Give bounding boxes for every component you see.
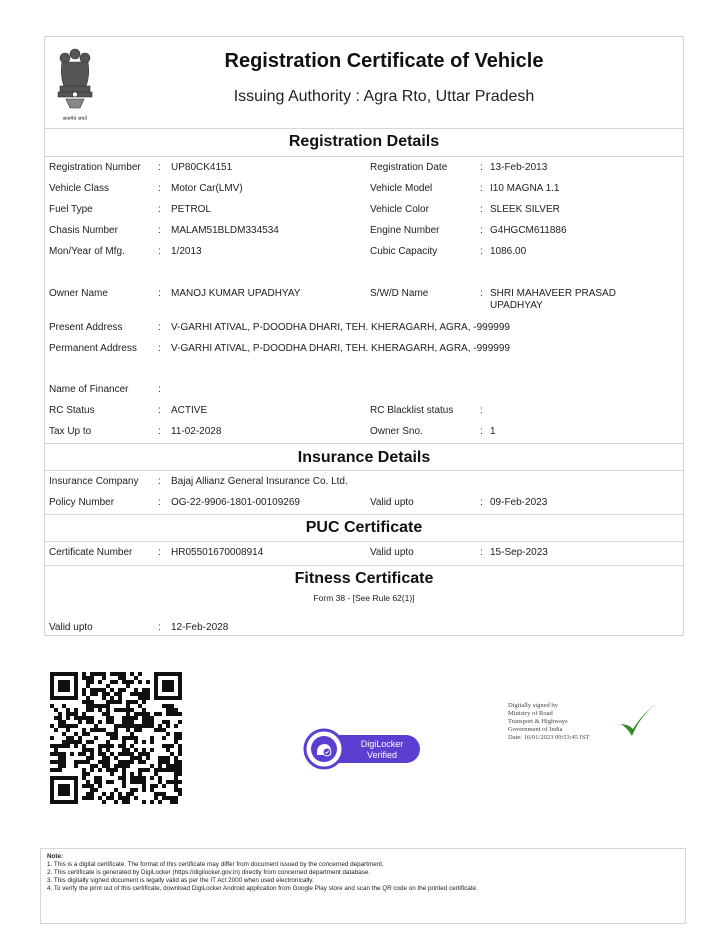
digilocker-label: DigiLocker (360, 739, 404, 749)
field-label: Policy Number (49, 497, 115, 508)
note-item: 3. This digitally signed document is legally valid as per the IT Act 2000 when used electronically. (47, 877, 314, 884)
rc-status: ACTIVE (171, 405, 208, 416)
colon: : (480, 225, 483, 236)
colon: : (158, 426, 161, 437)
colon: : (158, 225, 161, 236)
note-item: 1. This is a digital certificate. The format of this certificate may differ from document issued by the concerned department. (47, 861, 384, 868)
qr-code-icon (50, 672, 182, 804)
field-label: Registration Number (49, 162, 141, 173)
vehicle-class: Motor Car(LMV) (171, 183, 243, 194)
verified-label: Verified (366, 750, 398, 760)
field-label: RC Status (49, 405, 95, 416)
fitness-section-title: Fitness Certificate (294, 570, 434, 587)
divider (44, 443, 684, 444)
colon: : (158, 405, 161, 416)
colon: : (158, 204, 161, 215)
field-label: Insurance Company (49, 476, 139, 487)
field-label: Permanent Address (49, 343, 137, 354)
field-label: Mon/Year of Mfg. (49, 246, 125, 257)
field-label: Present Address (49, 322, 123, 333)
colon: : (158, 183, 161, 194)
field-label: Owner Name (49, 288, 108, 299)
colon: : (158, 246, 161, 257)
policy-number: OG-22-9906-1801-00109269 (171, 497, 300, 508)
colon: : (158, 162, 161, 173)
colon: : (158, 343, 161, 354)
field-label: Name of Financer (49, 384, 129, 395)
colon: : (480, 246, 483, 257)
owner-name: MANOJ KUMAR UPADHYAY (171, 288, 301, 299)
manufacture-date: 1/2013 (171, 246, 202, 257)
digilocker-verified-badge (302, 725, 420, 771)
present-address: V-GARHI ATIVAL, P-DOODHA DHARI, TEH. KHERAGARH, AGRA, -999999 (171, 322, 510, 333)
field-label: Cubic Capacity (370, 246, 438, 257)
tax-upto: 11-02-2028 (171, 426, 222, 437)
swd-name: SHRI MAHAVEER PRASAD (490, 288, 616, 299)
field-label: Valid upto (49, 622, 93, 633)
colon: : (480, 426, 483, 437)
divider (44, 470, 684, 471)
fitness-form-reference: Form 38 - [See Rule 62(1)] (313, 593, 415, 603)
insurance-section-title: Insurance Details (297, 449, 431, 466)
divider (44, 514, 684, 515)
colon: : (480, 204, 483, 215)
signature-date: Date: 16/01/2023 09:53:45 IST (508, 734, 590, 741)
insurance-company: Bajaj Allianz General Insurance Co. Ltd. (171, 476, 348, 487)
vehicle-color: SLEEK SILVER (490, 204, 560, 215)
fuel-type: PETROL (171, 204, 212, 215)
signature-valid-check-icon (616, 698, 660, 742)
colon: : (480, 288, 483, 299)
owner-serial-number: 1 (490, 426, 496, 437)
note-item: 4. To verify the print out of this certificate, download DigiLocker Android application from Google Play store and scan the QR code on the printed certificate. (47, 885, 478, 892)
colon: : (480, 162, 483, 173)
colon: : (158, 547, 161, 558)
colon: : (158, 497, 161, 508)
document-title: Registration Certificate of Vehicle (224, 50, 544, 72)
puc-valid-upto: 15-Sep-2023 (490, 547, 548, 558)
colon: : (158, 384, 161, 395)
field-label: RC Blacklist status (370, 405, 454, 416)
fitness-valid-upto: 12-Feb-2028 (171, 622, 229, 633)
colon: : (158, 476, 161, 487)
chassis-number: MALAM51BLDM334534 (171, 225, 279, 236)
cubic-capacity: 1086.00 (490, 246, 527, 257)
swd-name-continued: UPADHYAY (490, 300, 543, 311)
divider (44, 565, 684, 566)
notes-title: Note: (47, 853, 64, 860)
digital-signature-block (504, 698, 664, 756)
signature-text (508, 702, 589, 742)
registration-date: 13-Feb-2013 (490, 162, 548, 173)
puc-certificate-number: HR05501670008914 (171, 547, 264, 558)
field-label: Certificate Number (49, 547, 133, 558)
signature-line: Digitally signed by (508, 702, 558, 709)
signature-line: Transport & Highways (508, 718, 568, 725)
field-label: Chasis Number (49, 225, 118, 236)
registration-section-title: Registration Details (288, 133, 440, 150)
field-label: Engine Number (370, 225, 440, 236)
field-label: Registration Date (370, 162, 448, 173)
signature-line: Ministry of Road (508, 710, 553, 717)
field-label: Fuel Type (49, 204, 93, 215)
colon: : (158, 322, 161, 333)
colon: : (480, 405, 483, 416)
field-label: S/W/D Name (370, 288, 429, 299)
colon: : (480, 547, 483, 558)
colon: : (158, 288, 161, 299)
field-label: Tax Up to (49, 426, 92, 437)
colon: : (480, 183, 483, 194)
field-label: Owner Sno. (370, 426, 423, 437)
field-label: Valid upto (370, 547, 414, 558)
field-label: Valid upto (370, 497, 414, 508)
divider (44, 156, 684, 157)
puc-section-title: PUC Certificate (305, 519, 423, 536)
field-label: Vehicle Color (370, 204, 429, 215)
issuing-authority: Issuing Authority : Agra Rto, Uttar Pradesh (233, 88, 535, 105)
divider (44, 541, 684, 542)
field-label: Vehicle Model (370, 183, 433, 194)
permanent-address: V-GARHI ATIVAL, P-DOODHA DHARI, TEH. KHERAGARH, AGRA, -999999 (171, 343, 510, 354)
engine-number: G4HGCM611886 (490, 225, 567, 236)
signature-line: Government of India (508, 726, 563, 733)
insurance-valid-upto: 09-Feb-2023 (490, 497, 548, 508)
notes-box (40, 848, 686, 924)
certificate-header (44, 36, 684, 129)
note-item: 2. This certificate is generated by DigiLocker (https://digilocker.gov.in) directly from concerned department database. (47, 869, 371, 876)
registration-number: UP80CK4151 (171, 162, 233, 173)
vehicle-model: I10 MAGNA 1.1 (490, 183, 560, 194)
emblem-caption: सत्यमेव जयते (62, 116, 88, 122)
colon: : (158, 622, 161, 633)
field-label: Vehicle Class (49, 183, 110, 194)
colon: : (480, 497, 483, 508)
